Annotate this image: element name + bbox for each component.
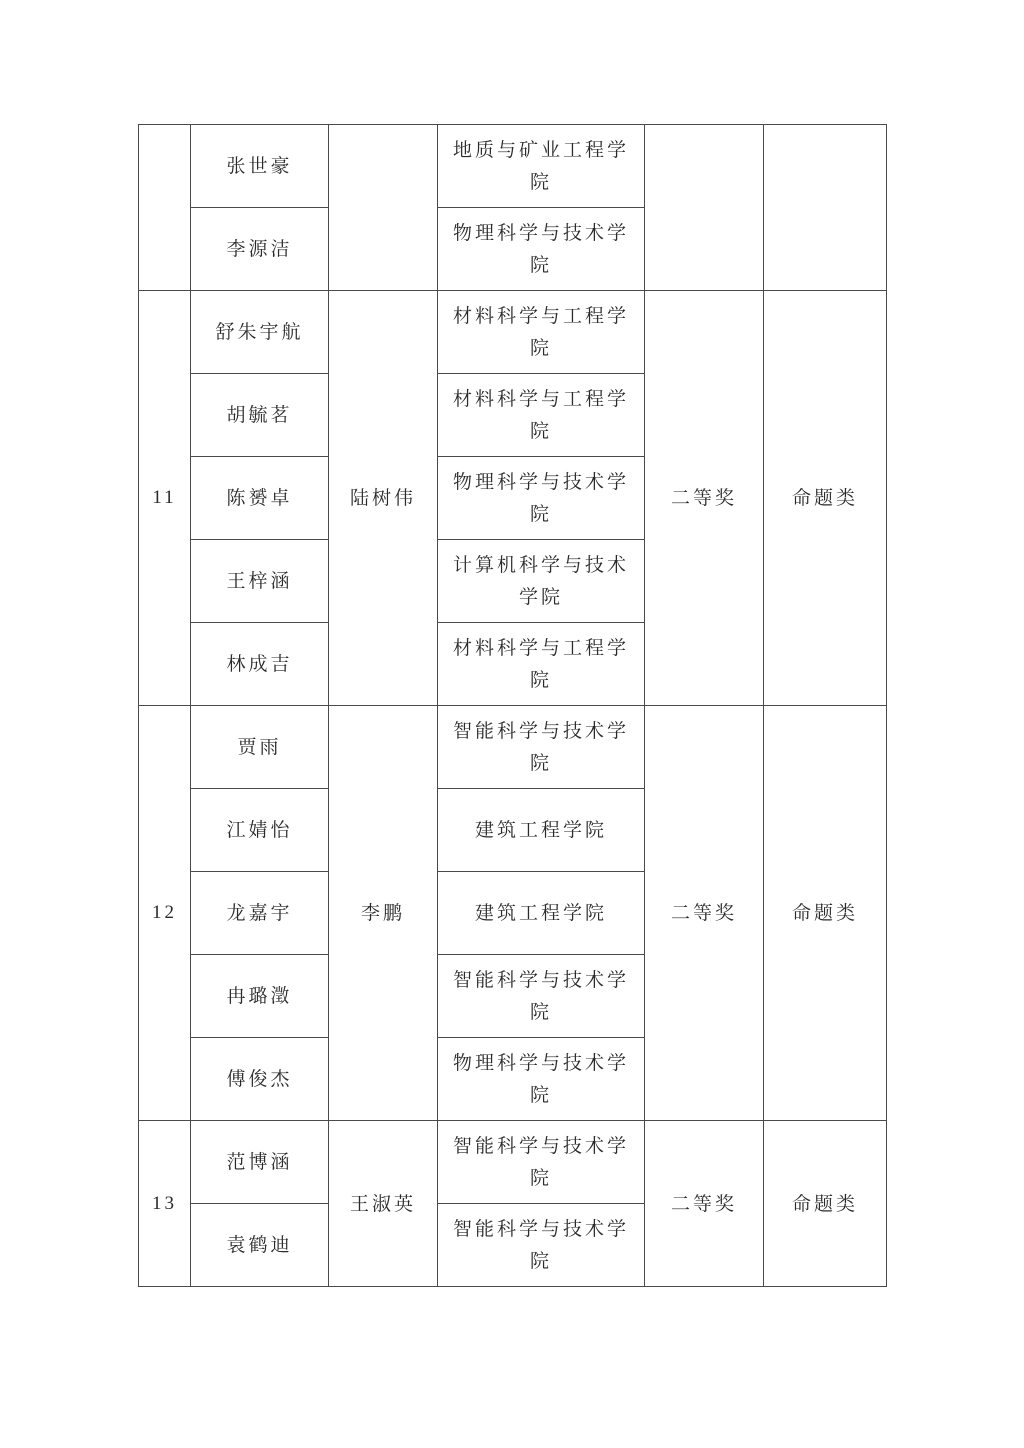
advisor-cell: 李鹏: [329, 706, 438, 1121]
advisor-cell: [329, 125, 438, 291]
team-number-cell: [139, 125, 191, 291]
member-name-cell: 李源洁: [191, 208, 329, 291]
award-cell: 二等奖: [645, 291, 764, 706]
college-cell: 材料科学与工程学院: [438, 374, 645, 457]
member-name-cell: 林成吉: [191, 623, 329, 706]
category-cell: 命题类: [764, 1121, 887, 1287]
member-name-cell: 舒朱宇航: [191, 291, 329, 374]
advisor-cell: 王淑英: [329, 1121, 438, 1287]
college-cell: 地质与矿业工程学院: [438, 125, 645, 208]
college-cell: 材料科学与工程学院: [438, 291, 645, 374]
table-row: [139, 1121, 887, 1204]
member-name-cell: 贾雨: [191, 706, 329, 789]
team-number-cell: 11: [139, 291, 191, 706]
college-cell: 建筑工程学院: [438, 789, 645, 872]
college-cell: 物理科学与技术学院: [438, 457, 645, 540]
member-name-cell: 王梓涵: [191, 540, 329, 623]
college-cell: 计算机科学与技术学院: [438, 540, 645, 623]
table-row: [139, 125, 887, 208]
category-cell: 命题类: [764, 291, 887, 706]
college-cell: 材料科学与工程学院: [438, 623, 645, 706]
advisor-cell: 陆树伟: [329, 291, 438, 706]
college-cell: 物理科学与技术学院: [438, 1038, 645, 1121]
awards-table: [138, 124, 887, 1287]
award-cell: 二等奖: [645, 706, 764, 1121]
college-cell: 智能科学与技术学院: [438, 706, 645, 789]
college-cell: 建筑工程学院: [438, 872, 645, 955]
member-name-cell: 袁鹤迪: [191, 1204, 329, 1287]
member-name-cell: 傅俊杰: [191, 1038, 329, 1121]
member-name-cell: 胡毓茗: [191, 374, 329, 457]
team-number-cell: 12: [139, 706, 191, 1121]
member-name-cell: 冉璐澂: [191, 955, 329, 1038]
team-number-cell: 13: [139, 1121, 191, 1287]
table-row: [139, 706, 887, 789]
category-cell: 命题类: [764, 706, 887, 1121]
college-cell: 智能科学与技术学院: [438, 1121, 645, 1204]
college-cell: 智能科学与技术学院: [438, 1204, 645, 1287]
table-row: [139, 291, 887, 374]
award-cell: 二等奖: [645, 1121, 764, 1287]
member-name-cell: 张世豪: [191, 125, 329, 208]
category-cell: [764, 125, 887, 291]
member-name-cell: 江婧怡: [191, 789, 329, 872]
member-name-cell: 陈赟卓: [191, 457, 329, 540]
college-cell: 物理科学与技术学院: [438, 208, 645, 291]
college-cell: 智能科学与技术学院: [438, 955, 645, 1038]
award-cell: [645, 125, 764, 291]
member-name-cell: 龙嘉宇: [191, 872, 329, 955]
member-name-cell: 范博涵: [191, 1121, 329, 1204]
